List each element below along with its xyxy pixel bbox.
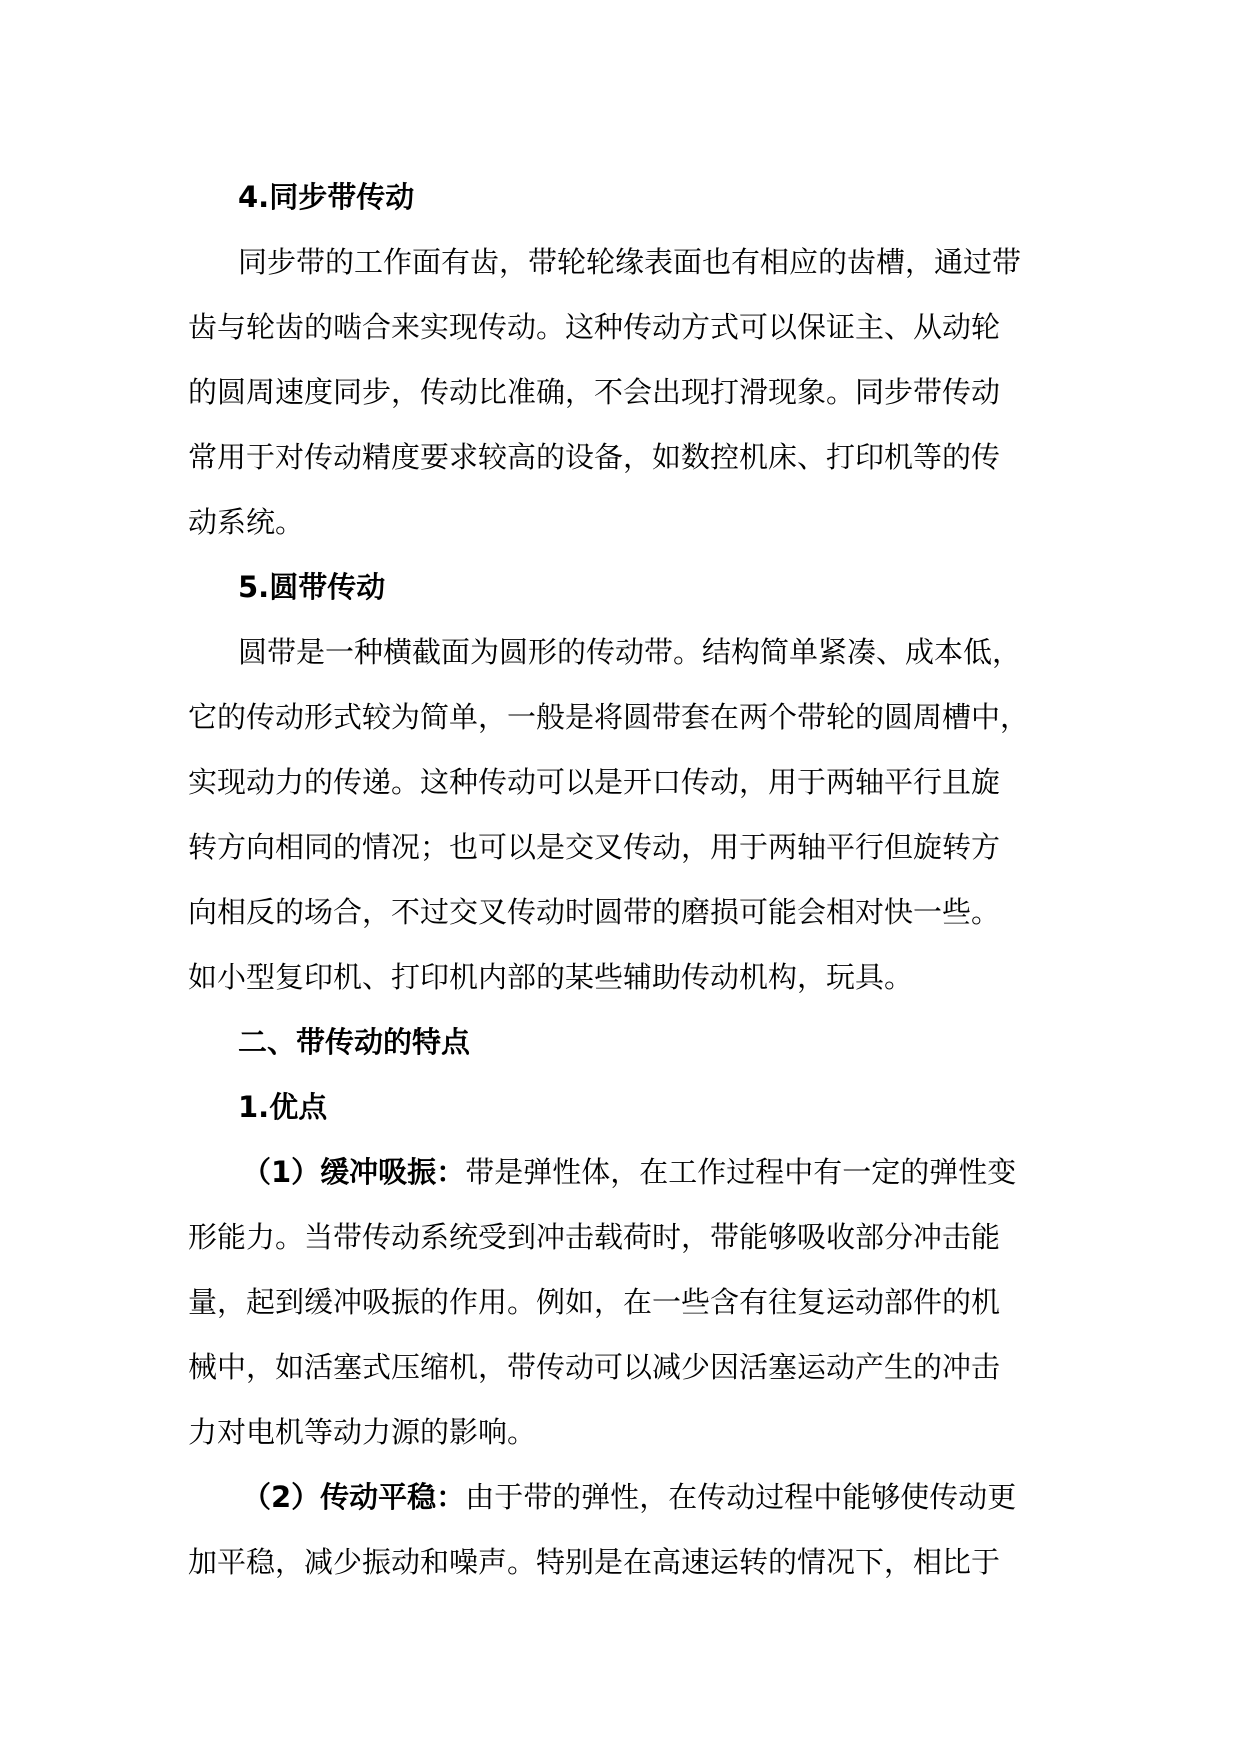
advantage-term: （1）缓冲吸振： [242, 1155, 466, 1189]
paragraph-line: 同步带的工作面有齿，带轮轮缘表面也有相应的齿槽，通过带 [238, 245, 1022, 279]
section-heading-synchronous-belt: 4.同步带传动 [238, 180, 415, 214]
paragraph-line: 的圆周速度同步，传动比准确，不会出现打滑现象。同步带传动 [188, 375, 1001, 409]
advantage-item-cushioning [188, 1140, 1088, 1205]
paragraph-line: 常用于对传动精度要求较高的设备，如数控机床、打印机等的传 [188, 440, 1001, 474]
paragraph-line: 量，起到缓冲吸振的作用。例如，在一些含有往复运动部件的机 [188, 1285, 1001, 1319]
paragraph-line: 械中，如活塞式压缩机，带传动可以减少因活塞运动产生的冲击 [188, 1350, 1001, 1384]
section-heading-round-belt: 5.圆带传动 [238, 570, 386, 604]
paragraph-line: 圆带是一种横截面为圆形的传动带。结构简单紧凑、成本低， [238, 635, 1022, 669]
advantage-term: （2）传动平稳： [242, 1480, 466, 1514]
subsection-heading-advantages: 1.优点 [238, 1090, 328, 1124]
paragraph-line: 动系统。 [188, 505, 305, 539]
paragraph-line: 转方向相同的情况；也可以是交叉传动，用于两轴平行但旋转方 [188, 830, 1001, 864]
paragraph-line: 齿与轮齿的啮合来实现传动。这种传动方式可以保证主、从动轮 [188, 310, 1001, 344]
paragraph-line: 加平稳，减少振动和噪声。特别是在高速运转的情况下，相比于 [188, 1545, 1001, 1579]
paragraph-line: 力对电机等动力源的影响。 [188, 1415, 537, 1449]
advantage-text: 带是弹性体，在工作过程中有一定的弹性变 [465, 1155, 1017, 1189]
paragraph-line: 向相反的场合，不过交叉传动时圆带的磨损可能会相对快一些。 [188, 895, 1001, 929]
paragraph-line: 实现动力的传递。这种传动可以是开口传动，用于两轴平行且旋 [188, 765, 1001, 799]
document-body [188, 165, 1088, 1595]
paragraph-line: 如小型复印机、打印机内部的某些辅助传动机构，玩具。 [188, 960, 914, 994]
paragraph-line: 它的传动形式较为简单，一般是将圆带套在两个带轮的圆周槽中， [188, 700, 1030, 734]
advantage-item-smooth-transmission [188, 1465, 1088, 1530]
chapter-heading-belt-characteristics: 二、带传动的特点 [238, 1025, 471, 1059]
advantage-text: 由于带的弹性，在传动过程中能够使传动更 [465, 1480, 1017, 1514]
paragraph-line: 形能力。当带传动系统受到冲击载荷时，带能够吸收部分冲击能 [188, 1220, 1001, 1254]
